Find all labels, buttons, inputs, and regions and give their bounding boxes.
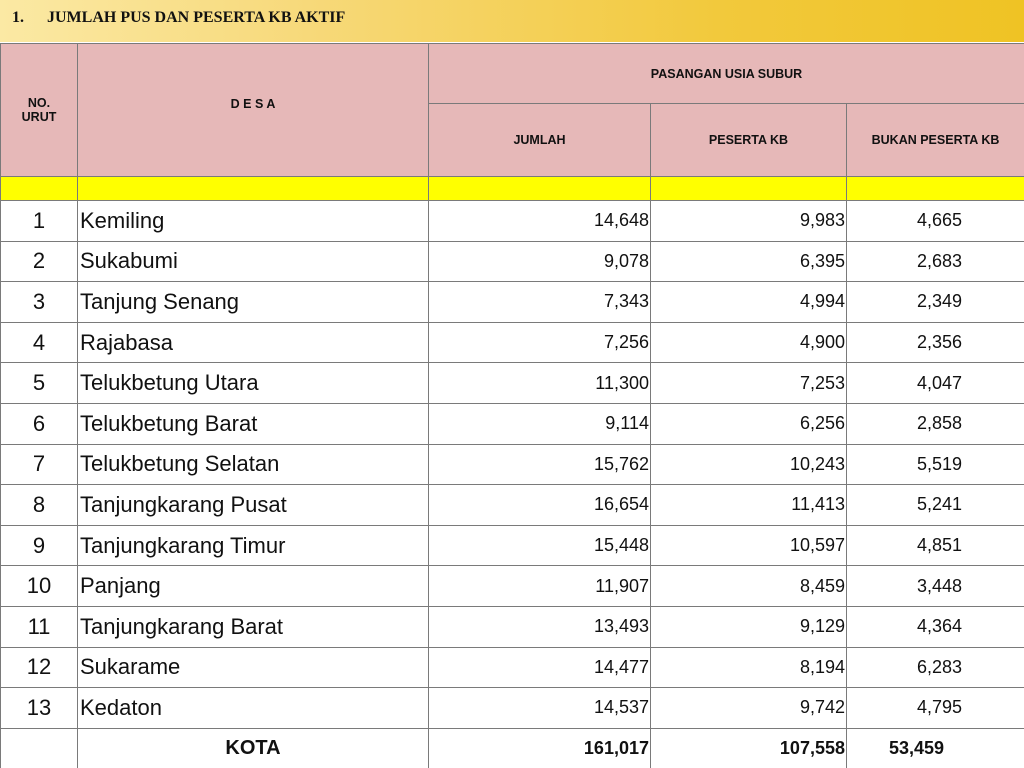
row-desa: Panjang: [78, 566, 429, 607]
total-jumlah: 161,017: [429, 728, 651, 768]
header-no-urut-line1: NO.: [27, 96, 51, 110]
total-peserta-kb: 107,558: [651, 728, 847, 768]
table-row: [1, 606, 1024, 647]
row-peserta-kb: 4,900: [651, 322, 847, 363]
row-peserta-kb: 11,413: [651, 485, 847, 526]
row-desa: Tanjungkarang Pusat: [78, 485, 429, 526]
table-row: [1, 201, 1024, 242]
row-bukan-peserta-kb: 2,683: [847, 241, 1024, 282]
row-jumlah: 14,537: [429, 688, 651, 729]
header-no-urut-line2: URUT: [21, 110, 57, 124]
row-no: 13: [1, 688, 78, 729]
row-bukan-peserta-kb: 4,851: [847, 525, 1024, 566]
row-bukan-peserta-kb: 2,349: [847, 282, 1024, 323]
separator-cell: [1, 177, 78, 201]
row-no: 11: [1, 606, 78, 647]
row-jumlah: 7,343: [429, 282, 651, 323]
header-bukan-peserta-kb: BUKAN PESERTA KB: [847, 104, 1024, 177]
separator-cell: [651, 177, 847, 201]
row-bukan-peserta-kb: 5,519: [847, 444, 1024, 485]
row-jumlah: 15,448: [429, 525, 651, 566]
row-desa: Tanjung Senang: [78, 282, 429, 323]
row-desa: Telukbetung Utara: [78, 363, 429, 404]
row-no: 1: [1, 201, 78, 242]
separator-cell: [429, 177, 651, 201]
row-desa: Rajabasa: [78, 322, 429, 363]
row-jumlah: 9,114: [429, 403, 651, 444]
total-label: KOTA: [78, 728, 429, 768]
row-no: 2: [1, 241, 78, 282]
row-bukan-peserta-kb: 2,858: [847, 403, 1024, 444]
row-desa: Kemiling: [78, 201, 429, 242]
row-peserta-kb: 8,194: [651, 647, 847, 688]
header-no-urut: [1, 44, 78, 177]
row-bukan-peserta-kb: 4,795: [847, 688, 1024, 729]
page-title: JUMLAH PUS DAN PESERTA KB AKTIF: [47, 9, 346, 26]
row-peserta-kb: 8,459: [651, 566, 847, 607]
total-row: [1, 728, 1024, 768]
title-number: 1.: [12, 9, 24, 26]
table-row: [1, 403, 1024, 444]
row-no: 7: [1, 444, 78, 485]
row-desa: Kedaton: [78, 688, 429, 729]
table-row: [1, 363, 1024, 404]
row-bukan-peserta-kb: 5,241: [847, 485, 1024, 526]
row-desa: Telukbetung Selatan: [78, 444, 429, 485]
table-row: [1, 282, 1024, 323]
row-no: 10: [1, 566, 78, 607]
row-peserta-kb: 9,983: [651, 201, 847, 242]
row-bukan-peserta-kb: 4,665: [847, 201, 1024, 242]
table-row: [1, 647, 1024, 688]
row-peserta-kb: 4,994: [651, 282, 847, 323]
total-bukan-peserta-kb: 53,459: [847, 728, 1024, 768]
row-jumlah: 7,256: [429, 322, 651, 363]
header-desa: D E S A: [78, 44, 429, 177]
table-row: [1, 525, 1024, 566]
row-no: 6: [1, 403, 78, 444]
row-no: 8: [1, 485, 78, 526]
row-peserta-kb: 9,742: [651, 688, 847, 729]
row-no: 12: [1, 647, 78, 688]
table-row: [1, 444, 1024, 485]
row-bukan-peserta-kb: 4,047: [847, 363, 1024, 404]
separator-cell: [847, 177, 1024, 201]
total-no-cell: [1, 728, 78, 768]
row-jumlah: 11,907: [429, 566, 651, 607]
row-peserta-kb: 6,256: [651, 403, 847, 444]
row-jumlah: 15,762: [429, 444, 651, 485]
row-peserta-kb: 6,395: [651, 241, 847, 282]
row-desa: Tanjungkarang Barat: [78, 606, 429, 647]
row-jumlah: 11,300: [429, 363, 651, 404]
row-bukan-peserta-kb: 3,448: [847, 566, 1024, 607]
row-jumlah: 13,493: [429, 606, 651, 647]
title-bar: [0, 0, 1024, 42]
row-peserta-kb: 7,253: [651, 363, 847, 404]
table-row: [1, 241, 1024, 282]
row-desa: Tanjungkarang Timur: [78, 525, 429, 566]
row-desa: Sukarame: [78, 647, 429, 688]
table-row: [1, 485, 1024, 526]
header-jumlah: JUMLAH: [429, 104, 651, 177]
row-jumlah: 14,648: [429, 201, 651, 242]
header-peserta-kb: PESERTA KB: [651, 104, 847, 177]
separator-row: [1, 177, 1024, 201]
row-bukan-peserta-kb: 4,364: [847, 606, 1024, 647]
row-peserta-kb: 10,243: [651, 444, 847, 485]
row-jumlah: 14,477: [429, 647, 651, 688]
row-no: 5: [1, 363, 78, 404]
row-peserta-kb: 9,129: [651, 606, 847, 647]
row-peserta-kb: 10,597: [651, 525, 847, 566]
table-row: [1, 566, 1024, 607]
row-no: 9: [1, 525, 78, 566]
row-jumlah: 16,654: [429, 485, 651, 526]
table-row: [1, 322, 1024, 363]
row-desa: Telukbetung Barat: [78, 403, 429, 444]
table-row: [1, 688, 1024, 729]
row-no: 4: [1, 322, 78, 363]
separator-cell: [78, 177, 429, 201]
row-jumlah: 9,078: [429, 241, 651, 282]
row-desa: Sukabumi: [78, 241, 429, 282]
row-bukan-peserta-kb: 6,283: [847, 647, 1024, 688]
pus-table: [0, 43, 1024, 768]
header-pasangan-usia-subur: PASANGAN USIA SUBUR: [429, 44, 1024, 104]
row-bukan-peserta-kb: 2,356: [847, 322, 1024, 363]
row-no: 3: [1, 282, 78, 323]
